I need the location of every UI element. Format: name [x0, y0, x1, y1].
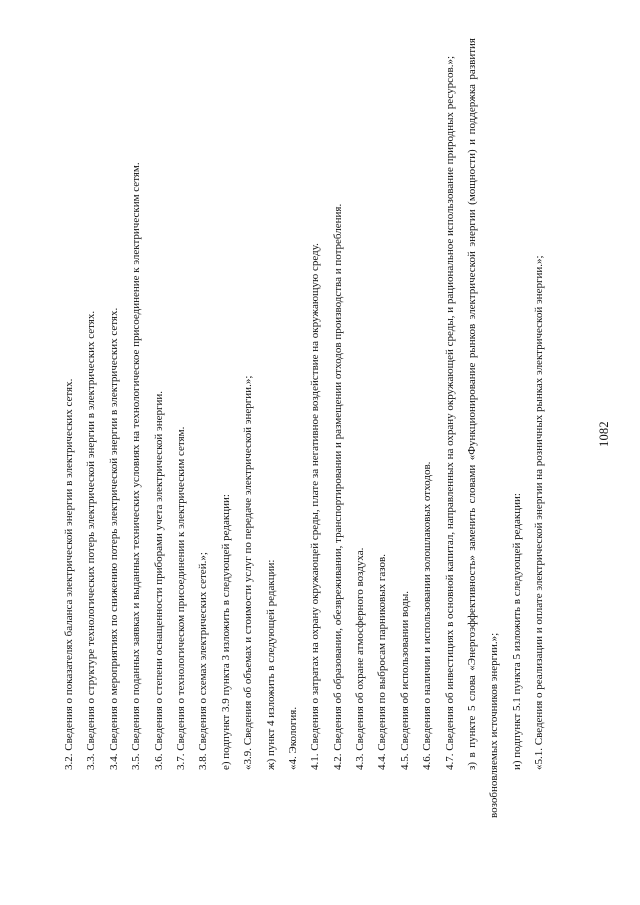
text-line: 3.8. Сведения о схемах электрических сетей.»; — [197, 552, 210, 770]
text-line: 3.4. Сведения о мероприятиях по снижению потерь электрической энергии в электрических сетях. — [107, 307, 120, 770]
document-body — [58, 38, 551, 818]
page-number: 1082 — [597, 421, 611, 447]
text-line: ж) пункт 4 изложить в следующей редакции: — [264, 559, 277, 770]
text-line: 4.3. Сведения об охране атмосферного воздуха. — [354, 547, 367, 770]
text-line: 3.3. Сведения о структуре технологических потерь электрической энергии в электрических сетях. — [85, 310, 98, 770]
text-line: 4.1. Сведения о затратах на охрану окружающей среды, плате за негативное воздействие на окружающую среду. — [309, 243, 322, 770]
text-line: 3.7. Сведения о технологическом присоединении к электрическим сетям. — [174, 426, 187, 770]
text-line: «5.1. Сведения о реализации и оплате электрической энергии на розничных рынках электрической энергии.»; — [533, 255, 546, 770]
paragraph-4-7: 4.7. Сведения об инвестициях в основной капитал, направленных на охрану окружающей среды, и рациональное использование природных ресурсов.»; — [443, 55, 456, 770]
text-line: 3.6. Сведения о степени оснащенности приборами учета электрической энергии. — [152, 390, 165, 770]
text-line: 3.2. Сведения о показателях баланса электрической энергии в электрических сетях. — [63, 378, 75, 770]
text-line: и) подпункт 5.1 пункта 5 изложить в следующей редакции: — [510, 493, 523, 770]
paragraph-z: з) в пункте 5 слова «Энергоэффективность» заменить словами «Функционирование рынков электрической энергии (мощности) и поддержка развития возобновляемых источников энергии.»; — [466, 38, 501, 818]
text-line: е) подпункт 3.9 пункта 3 изложить в следующей редакции: — [219, 494, 232, 770]
text-line: 4.6. Сведения о наличии и использовании золошлаковых отходов. — [421, 461, 434, 770]
text-line: 3.5. Сведения о поданных заявках и выданных технических условиях на технологическое присоединение к электрическим сетям. — [130, 162, 143, 770]
text-line: «3.9. Сведения об объемах и стоимости услуг по передаче электрической энергии.»; — [242, 375, 255, 770]
text-line: «4. Экология. — [286, 706, 299, 770]
text-line: 4.5. Сведения об использовании воды. — [398, 590, 411, 770]
text-line: 4.4. Сведения по выбросам парниковых газов. — [376, 554, 389, 770]
text-line: 4.2. Сведения об образовании, обезвреживании, транспортировании и размещении отходов производства и потребления. — [331, 203, 344, 770]
